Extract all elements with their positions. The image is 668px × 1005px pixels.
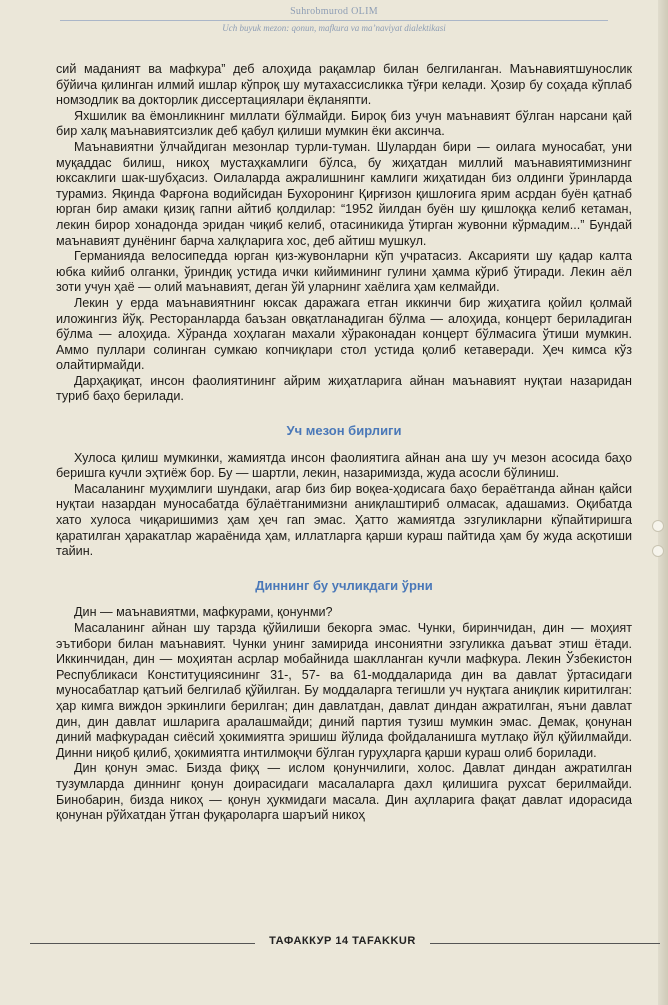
section-heading: Уч мезон бирлиги bbox=[286, 423, 402, 439]
binder-hole bbox=[652, 520, 664, 532]
paragraph: Яхшилик ва ёмонликнинг миллати бўлмайди. Бироқ биз учун маънавият бўлган нарсани қай бир халқ маънавиятсизлик деб қабул қилиши мумкин ёки аксинча. bbox=[56, 108, 632, 139]
header-rule bbox=[60, 20, 608, 21]
paragraph: Германияда велосипедда юрган қиз-жувонларни кўп учратасиз. Аксарияти шу қадар калта юбка кийиб олганки, ўриндиқ устида ички кийимининг гулини ҳамма кўриб ўтиради. Лекин аёл зоти учун ҳаё — олий маънавият, деган ўй уларнинг хаёлига ҳам келмайди. bbox=[56, 249, 632, 295]
footer-rule bbox=[430, 943, 660, 944]
article-body bbox=[56, 62, 632, 824]
header-author: Suhrobmurod OLIM bbox=[290, 6, 378, 17]
paragraph: Масаланинг муҳимлиги шундаки, агар биз бир воқеа-ҳодисага баҳо бераётганда айнан қайси нуқтаи назардан муносабатда бўлаётганимизни аниқлаштириб олмасак, адашамиз. Оқибатда хато хулоса чиқаришимиз ҳам ҳеч гап эмас. Ҳатто жамиятда эзгуликларни кўпайтиришга қаратилган ҳаракатлар жараёнида ҳам, иллатларга қарши кураш пайтида ҳам бу жуда асқотиши тайин. bbox=[56, 481, 632, 559]
page-edge bbox=[658, 0, 668, 1005]
footer-label: ТАФАККУР 14 TAFAKKUR bbox=[269, 935, 416, 947]
paragraph: Хулоса қилиш мумкинки, жамиятда инсон фаолиятига айнан ана шу уч мезон асосида баҳо беришга кучли эҳтиёж бор. Бу — шартли, лекин, назаримизда, жуда асосли бўлиниш. bbox=[56, 450, 632, 481]
paragraph: Дин — маънавиятми, мафкурами, қонунми? bbox=[74, 605, 333, 620]
header-subtitle: Uch buyuk mezon: qonun, mafkura va ma’naviyat dialektikasi bbox=[222, 23, 446, 33]
footer-rule bbox=[30, 943, 255, 944]
page-footer bbox=[0, 933, 668, 953]
paragraph: сий маданият ва мафкура” деб алоҳида рақамлар билан белгиланган. Маънавиятшунослик бўйича қилинган илмий ишлар кўпроқ шу мутахассисликка тўғри келади. Ҳозир бу соҳада кўплаб номзодлик ва докторлик диссертациялари ёқланяпти. bbox=[56, 62, 632, 108]
binder-hole bbox=[652, 545, 664, 557]
running-head bbox=[40, 6, 628, 33]
paragraph: Масаланинг айнан шу тарзда қўйилиши бекорга эмас. Чунки, биринчидан, дин — моҳият эътибори билан маънавият. Чунки унинг замирида инсониятни эзгуликка даъват этиш ётади. Иккинчидан, дин — моҳиятан асрлар мобайнида шаклланган кучли мафкура. Лекин Ўзбекистон Республикаси Конституциясининг 31-, 57- ва 61-моддаларида дин ва давлат ўртасидаги муносабатлар қатъий белгилаб қўйилган. Бу моддаларга тегишли уч нуқтага аниқлик киритилган: ҳар кимга виждон эркинлиги берилган; дин давлатдан, давлат диндан ажратилган, яъни давлат дин, дин давлат ишларига аралашмайди; диний партия тузиш мумкин эмас. Демак, қонунан диний мафкурадан сиёсий ҳокимиятга эришиш йўлида фойдаланишга мутлақо йўл қўйилмайди. Динни ниқоб қилиб, ҳокимиятга интилмоқчи бўлган гуруҳларга қарши кураш олиб борилади. bbox=[56, 621, 632, 760]
paragraph: Дарҳақиқат, инсон фаолиятининг айрим жиҳатларига айнан маънавият нуқтаи назаридан туриб баҳо берилади. bbox=[56, 373, 632, 404]
paragraph: Дин қонун эмас. Бизда фиқҳ — ислом қонунчилиги, холос. Давлат диндан ажратилган тузумларда диннинг қонун доирасидаги масалаларга дахл қилишига рухсат берилмайди. Бинобарин, бизда никоҳ — қонун ҳукмидаги масала. Дин аҳлларига фақат давлат идорасида қонунан рўйхатдан ўтган фуқароларга шаръий никоҳ bbox=[56, 761, 632, 823]
paragraph: Лекин у ерда маънавиятнинг юксак даражага етган иккинчи бир жиҳатига қойил қолмай иложингиз йўқ. Ресторанларда баъзан овқатланадиган бўлма — алоҳида, концерт бериладиган бўлма — алоҳида. Хўранда хоҳлаган махали хўраконадан концерт бўлмасига ўтиши мумкин. Аммо пуллари солинган сумкаю копчиқлари стол устида қолиб кетаверади. Ҳеч кимса кўз олайтирмайди. bbox=[56, 295, 632, 373]
section-heading: Диннинг бу учликдаги ўрни bbox=[255, 577, 433, 593]
paragraph: Маънавиятни ўлчайдиган мезонлар турли-туман. Шулардан бири — оилага муносабат, уни муқаддас билиш, никоҳ мустаҳкамлиги бўлса, бу жиҳатдан миллий маънавиятимизнинг юксаклиги шак-шубҳасиз. Оилаларда ажралишнинг камлиги жиҳатидан биз олдинги ўринларда турамиз. Яқинда Фарғона водийсидан Бухоронинг Қирғизон қишлоғига ярим асрдан буён қатнаб юрган бир амаки қизиқ гапни айтиб қолдилар: “1952 йилдан буён шу қишлоққа келиб кетаман, лекин бирор хонадонда эридан чиқиб келиб, отасиникида ўтирган жувонни кўрмадим...” Бундай маънавият дунёнинг барча халқларига хос, деб айтиш мушкул. bbox=[56, 139, 632, 248]
